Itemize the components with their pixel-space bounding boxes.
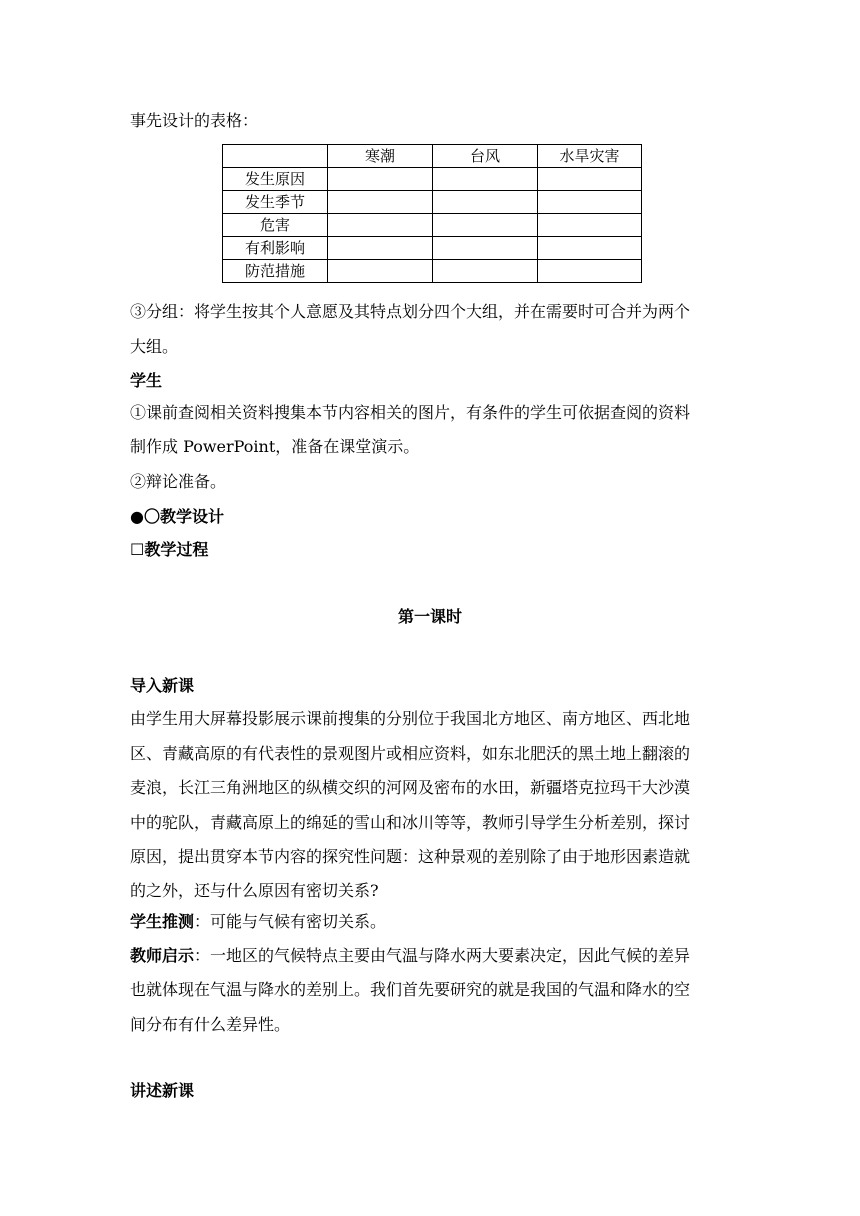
teacher-hint-line-1 — [130, 946, 690, 966]
table-row — [223, 191, 642, 214]
lesson-title: 第一课时 — [397, 607, 462, 626]
table-header-cell — [223, 145, 328, 168]
table-cell — [433, 191, 538, 214]
intro-paragraph-line: 原因，提出贯穿本节内容的探究性问题：这种景观的差别除了由于地形因素造就 — [130, 847, 691, 866]
table-row — [223, 260, 642, 283]
table-row-label: 发生原因 — [223, 168, 328, 191]
intro-paragraph-line: 中的驼队，青藏高原上的绵延的雪山和冰川等等，教师引导学生分析差别，探讨 — [130, 813, 691, 832]
table-cell — [328, 191, 433, 214]
table-cell — [433, 168, 538, 191]
new-lesson-heading: 讲述新课 — [130, 1081, 195, 1100]
design-table — [222, 144, 642, 283]
table-cell — [538, 237, 642, 260]
table-header-cell: 台风 — [433, 145, 538, 168]
teaching-process-heading: ☐教学过程 — [130, 540, 209, 559]
table-cell — [328, 214, 433, 237]
table-cell — [328, 168, 433, 191]
table-cell — [328, 237, 433, 260]
table-cell — [433, 260, 538, 283]
intro-paragraph-line: 由学生用大屏幕投影展示课前搜集的分别位于我国北方地区、南方地区、西北地 — [130, 709, 691, 728]
table-intro-text: 事先设计的表格： — [130, 111, 259, 130]
table-header-cell: 寒潮 — [328, 145, 433, 168]
table-row-label: 发生季节 — [223, 191, 328, 214]
teacher-hint-label: 教师启示 — [130, 946, 195, 965]
grouping-line-1: ③分组：将学生按其个人意愿及其特点划分四个大组，并在需要时可合并为两个 — [130, 302, 691, 321]
student-guess-line — [130, 912, 386, 932]
teacher-hint-text: ：一地区的气候特点主要由气温与降水两大要素决定，因此气候的差异 — [194, 946, 691, 965]
table-cell — [538, 214, 642, 237]
table-cell — [538, 168, 642, 191]
teacher-hint-line-3: 间分布有什么差异性。 — [130, 1015, 291, 1034]
student-guess-text: ：可能与气候有密切关系。 — [194, 912, 387, 931]
table-row — [223, 168, 642, 191]
table-cell — [328, 260, 433, 283]
table-cell — [538, 260, 642, 283]
students-item-2: ②辩论准备。 — [130, 472, 227, 491]
table-row — [223, 237, 642, 260]
intro-paragraph-line: 麦浪，长江三角洲地区的纵横交织的河网及密布的水田，新疆塔克拉玛干大沙漠 — [130, 778, 691, 797]
table-row-label: 有利影响 — [223, 237, 328, 260]
grouping-line-2: 大组。 — [130, 337, 179, 356]
table-cell — [538, 191, 642, 214]
intro-paragraph-line: 的之外，还与什么原因有密切关系? — [130, 881, 379, 900]
table-cell — [433, 214, 538, 237]
table-row-label: 防范措施 — [223, 260, 328, 283]
table-cell — [433, 237, 538, 260]
teaching-design-heading: ●〇教学设计 — [130, 507, 224, 526]
table-header-cell: 水旱灾害 — [538, 145, 642, 168]
students-heading: 学生 — [130, 371, 163, 390]
teacher-hint-line-2: 也就体现在气温与降水的差别上。我们首先要研究的就是我国的气温和降水的空 — [130, 980, 691, 999]
students-item-1-line-1: ①课前查阅相关资料搜集本节内容相关的图片，有条件的学生可依据查阅的资料 — [130, 403, 691, 422]
table-header-row — [223, 145, 642, 168]
student-guess-label: 学生推测 — [130, 912, 195, 931]
table-row — [223, 214, 642, 237]
intro-paragraph-line: 区、青藏高原的有代表性的景观图片或相应资料，如东北肥沃的黑土地上翻滚的 — [130, 744, 691, 763]
students-item-1-line-2: 制作成 PowerPoint，准备在课堂演示。 — [130, 437, 420, 456]
intro-heading: 导入新课 — [130, 676, 195, 695]
table-row-label: 危害 — [223, 214, 328, 237]
